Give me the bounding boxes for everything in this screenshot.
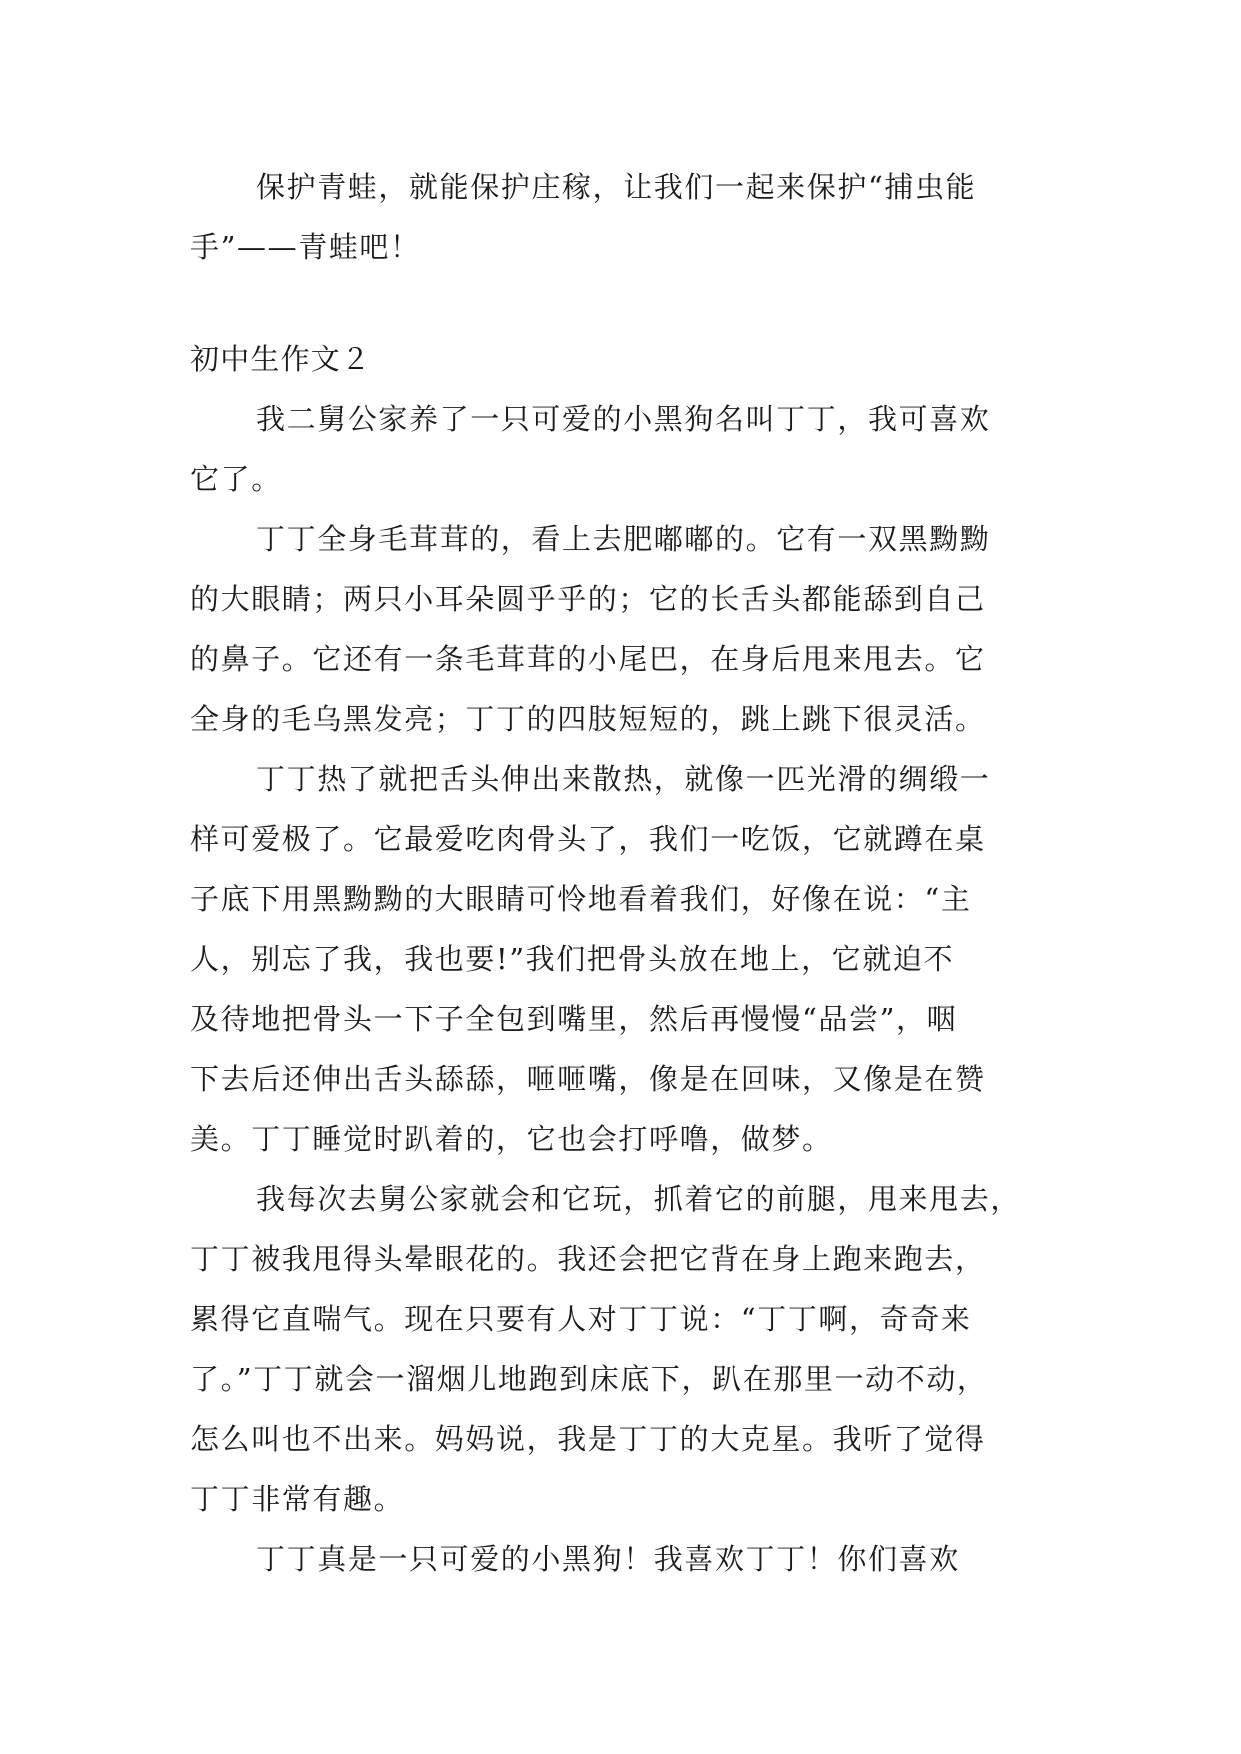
text-line: 手”——青蛙吧！ (190, 230, 421, 264)
text-line: 全身的毛乌黑发亮；丁丁的四肢短短的，跳上跳下很灵活。 (190, 702, 986, 736)
text-line: 及待地把骨头一下子全包到嘴里，然后再慢慢“品尝”，咽 (190, 1002, 958, 1036)
text-line: 人，别忘了我，我也要!”我们把骨头放在地上，它就迫不 (190, 942, 955, 976)
text-line: 我每次去舅公家就会和它玩，抓着它的前腿，甩来甩去， (256, 1182, 1022, 1216)
text-line: 累得它直喘气。现在只要有人对丁丁说：“丁丁啊，奇奇来 (190, 1302, 972, 1336)
text-line: 子底下用黑黝黝的大眼睛可怜地看着我们，好像在说：“主 (190, 882, 972, 916)
text-line: 美。丁丁睡觉时趴着的，它也会打呼噜，做梦。 (190, 1122, 833, 1156)
section-title: 初中生作文２ (190, 342, 372, 376)
text-line: 的鼻子。它还有一条毛茸茸的小尾巴，在身后甩来甩去。它 (190, 642, 986, 676)
paragraph (190, 1169, 1060, 1529)
text-line: 样可爱极了。它最爱吃肉骨头了，我们一吃饭，它就蹲在桌 (190, 822, 986, 856)
text-line: 下去后还伸出舌头舔舔，咂咂嘴，像是在回味，又像是在赞 (190, 1062, 986, 1096)
text-line: 了。”丁丁就会一溜烟儿地跑到床底下，趴在那里一动不动， (190, 1362, 988, 1396)
paragraph (190, 509, 1060, 749)
paragraph (190, 1529, 1060, 1589)
text-line: 我二舅公家养了一只可爱的小黑狗名叫丁丁，我可喜欢 (256, 402, 991, 436)
text-line: 保护青蛙，就能保护庄稼，让我们一起来保护“捕虫能 (256, 170, 977, 204)
text-line: 丁丁热了就把舌头伸出来散热，就像一匹光滑的绸缎一 (256, 762, 991, 796)
text-line: 怎么叫也不出来。妈妈说，我是丁丁的大克星。我听了觉得 (190, 1422, 986, 1456)
essay-body (190, 389, 1060, 1589)
text-line: 丁丁真是一只可爱的小黑狗！我喜欢丁丁！你们喜欢 (256, 1542, 960, 1576)
text-line: 丁丁非常有趣。 (190, 1482, 405, 1516)
paragraph (190, 749, 1060, 1169)
text-line: 它了。 (190, 462, 282, 496)
paragraph (190, 389, 1060, 509)
text-line: 的大眼睛；两只小耳朵圆乎乎的；它的长舌头都能舔到自己 (190, 582, 986, 616)
section-title-block (190, 329, 1060, 389)
text-line: 丁丁全身毛茸茸的，看上去肥嘟嘟的。它有一双黑黝黝 (256, 522, 991, 556)
text-line: 丁丁被我甩得头晕眼花的。我还会把它背在身上跑来跑去， (190, 1242, 986, 1276)
intro-paragraph (190, 157, 1060, 277)
